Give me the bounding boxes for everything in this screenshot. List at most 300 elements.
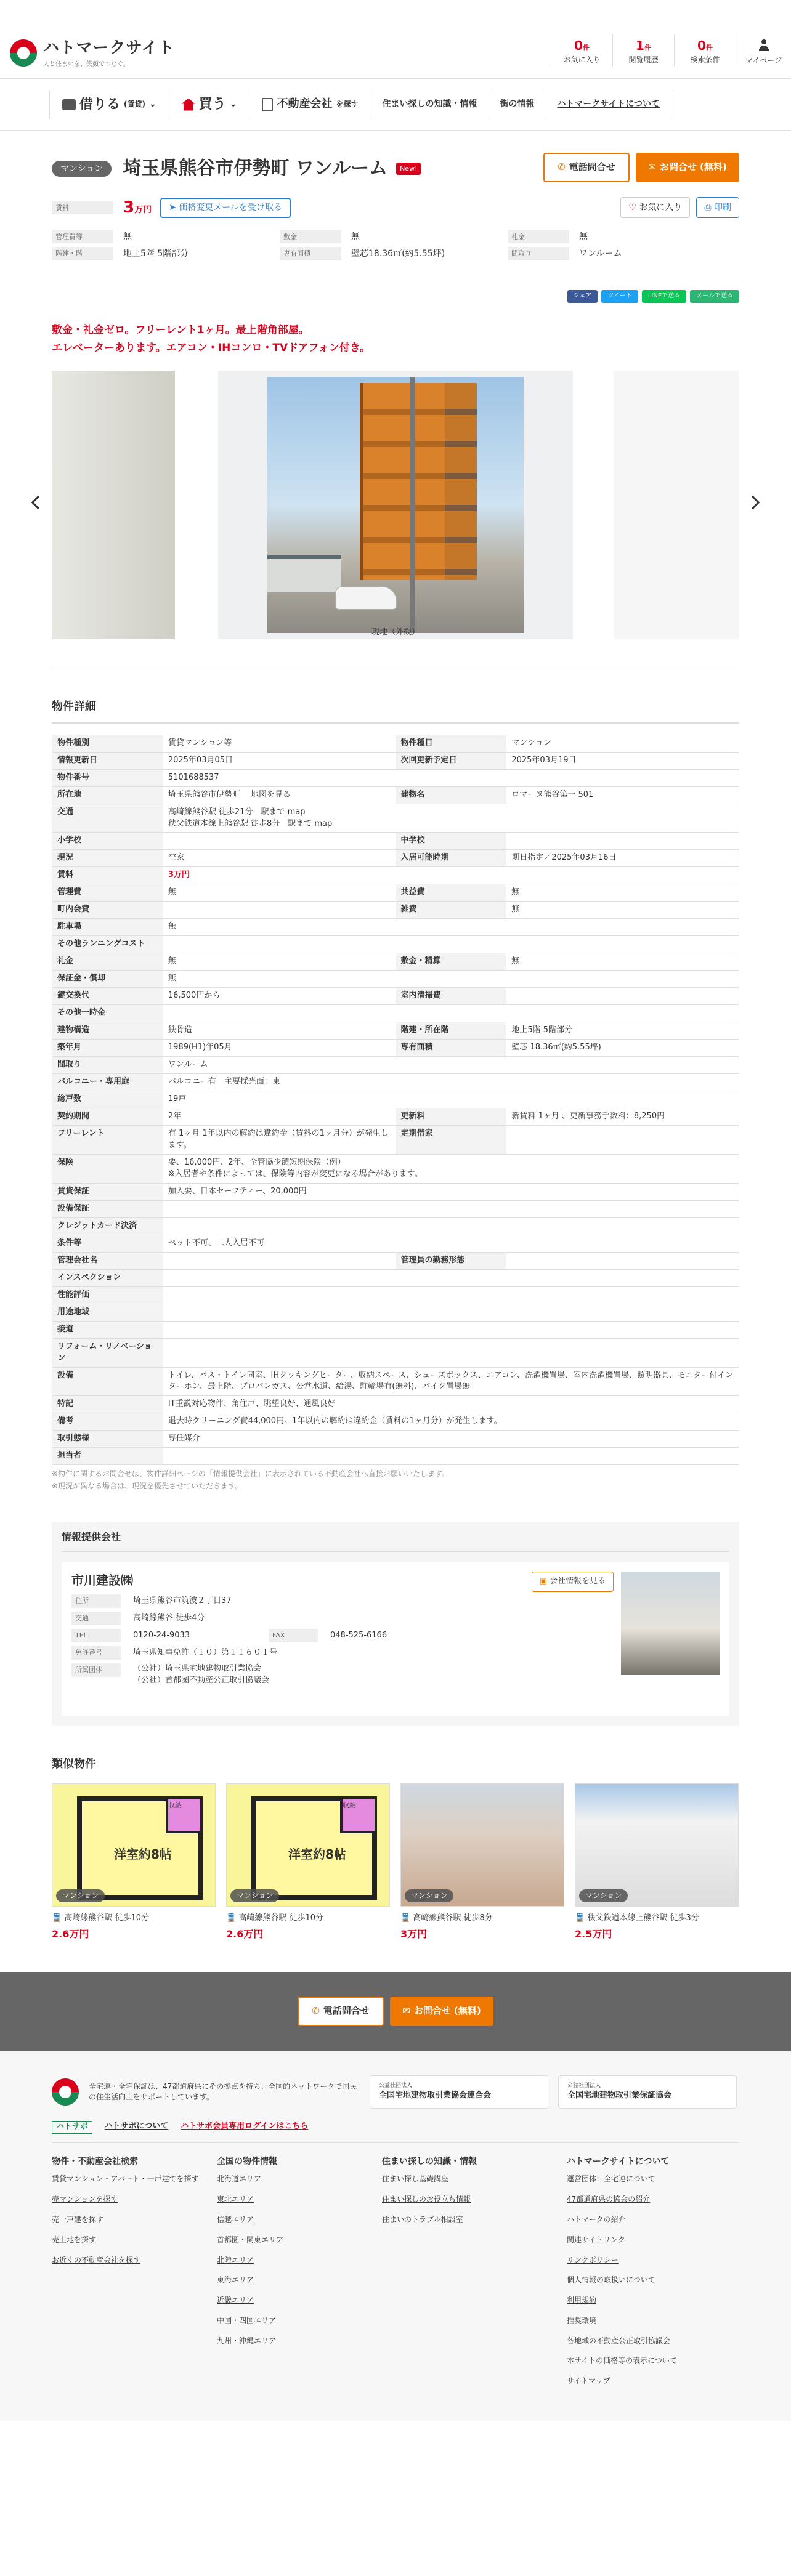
detail-value <box>163 1217 739 1235</box>
building-photo <box>400 1783 564 1907</box>
mail-inquiry-button[interactable] <box>636 153 739 182</box>
detail-row <box>52 867 739 884</box>
detail-label: リフォーム・リノベーション <box>52 1338 163 1367</box>
house-icon <box>182 99 195 111</box>
footer-link[interactable]: 住まいのトラブル相談室 <box>382 2215 463 2224</box>
detail-label: 物件種別 <box>52 735 163 752</box>
detail-label: 町内会費 <box>52 902 163 919</box>
assoc-sub: 公益社団法人 <box>567 2083 601 2089</box>
similar-station: 高崎線熊谷駅 徒歩10分 <box>64 1913 150 1923</box>
paper-plane-icon: ➤ <box>169 203 179 213</box>
mail-inquiry-button[interactable] <box>390 1997 493 2026</box>
rent-amount: 3 <box>123 198 135 217</box>
detail-row <box>52 1304 739 1321</box>
detail-label: 物件種目 <box>396 735 506 752</box>
facebook-share-button[interactable]: シェア <box>567 290 598 303</box>
rent-value <box>123 196 152 220</box>
price-change-mail-button[interactable] <box>160 198 291 217</box>
detail-label: 物件番号 <box>52 769 163 786</box>
detail-row <box>52 902 739 919</box>
hatosapo-login-link[interactable]: ハトサポ会員専用ログインはこちら <box>181 2122 309 2131</box>
history-label: 閲覧履歴 <box>628 55 659 64</box>
favorites-label: お気に入り <box>563 55 601 64</box>
footer-link[interactable]: 売土地を探す <box>52 2235 97 2244</box>
detail-row <box>52 1252 739 1269</box>
share-buttons <box>52 290 739 303</box>
detail-label: 階建・所在階 <box>396 1022 506 1040</box>
detail-value: 無 <box>163 953 396 971</box>
footer-link[interactable]: 北陸エリア <box>217 2255 254 2264</box>
detail-label: その他ランニングコスト <box>52 936 163 953</box>
footer-link[interactable]: 売マンションを探す <box>52 2195 118 2204</box>
floor-plan-label: 洋室約8帖 <box>288 1847 346 1862</box>
company-info-label: 会社情報を見る <box>549 1577 606 1586</box>
detail-label: 管理員の勤務形態 <box>396 1252 506 1269</box>
detail-value <box>506 988 739 1005</box>
detail-row <box>52 1235 739 1252</box>
summary-value: 壁芯18.36㎡(約5.55坪) <box>351 249 445 259</box>
history-link[interactable] <box>612 34 674 66</box>
assoc-name: 全国宅地建物取引業協会連合会 <box>379 2091 492 2101</box>
similar-station: 秩父鉄道本線上熊谷駅 徒歩3分 <box>587 1913 699 1923</box>
detail-value <box>163 1448 739 1465</box>
detail-label: 築年月 <box>52 1040 163 1057</box>
detail-value <box>163 902 396 919</box>
footer-link[interactable]: 九州・沖縄エリア <box>217 2336 277 2345</box>
provider-field-label: 住所 <box>71 1594 121 1608</box>
property-type-badge: マンション <box>52 161 112 177</box>
history-count: 1 <box>636 38 644 53</box>
summary-item <box>280 247 508 260</box>
print-label: 印刷 <box>714 202 731 212</box>
similar-heading: 類似物件 <box>52 1758 96 1771</box>
detail-value: 加入要、日本セーフティー、20,000円 <box>163 1183 739 1200</box>
detail-label: 所在地 <box>52 786 163 804</box>
rent-label: 賃料 <box>52 201 113 215</box>
train-icon: 🚆 <box>226 1913 239 1923</box>
detail-row <box>52 752 739 769</box>
detail-value: 19戸 <box>163 1091 739 1108</box>
summary-value: 地上5階 5階部分 <box>123 249 189 259</box>
property-details-table <box>52 735 739 1465</box>
detail-row <box>52 1321 739 1338</box>
detail-label: クレジットカード決済 <box>52 1217 163 1235</box>
footer-link[interactable]: 推奨環境 <box>567 2316 597 2325</box>
footer-link[interactable]: 近畿エリア <box>217 2296 254 2305</box>
previous-photo-thumbnail[interactable] <box>52 371 175 639</box>
detail-label: 礼金 <box>52 953 163 971</box>
detail-row <box>52 1108 739 1126</box>
similar-station: 高崎線熊谷駅 徒歩10分 <box>238 1913 324 1923</box>
detail-row <box>52 1091 739 1108</box>
zentaku-hosho-link[interactable] <box>558 2075 737 2109</box>
new-badge: New! <box>396 163 421 175</box>
similar-properties <box>52 1783 739 1941</box>
footer-link[interactable]: 東海エリア <box>217 2275 254 2285</box>
detail-value: 新賃料 1ヶ月 、更新事務手数料：8,250円 <box>506 1108 739 1126</box>
detail-value <box>163 1321 739 1338</box>
provider-section <box>52 1522 739 1726</box>
building-exterior-photo <box>267 377 524 633</box>
detail-row <box>52 1431 739 1448</box>
building-photo <box>575 1783 739 1907</box>
footer-link[interactable]: ハトマークの紹介 <box>567 2215 626 2224</box>
detail-label: 取引態様 <box>52 1431 163 1448</box>
printer-icon: ⎙ <box>704 202 714 212</box>
detail-row <box>52 850 739 867</box>
detail-value <box>163 1338 739 1367</box>
detail-row <box>52 1286 739 1304</box>
detail-value: 壁芯 18.36㎡(約5.55坪) <box>506 1040 739 1057</box>
property-summary <box>52 230 739 261</box>
footer-link[interactable]: サイトマップ <box>567 2376 610 2386</box>
bottom-cta-bar <box>0 1972 791 2051</box>
footer-column-title: 住まい探しの知識・情報 <box>382 2157 477 2167</box>
slider-next-arrow-icon[interactable] <box>746 495 760 509</box>
similar-property-card[interactable] <box>575 1783 739 1941</box>
detail-value: 1989(H1)年05月 <box>163 1040 396 1057</box>
mail-icon: ✉ <box>648 161 656 173</box>
phone-inquiry-label: 電話問合せ <box>569 161 615 173</box>
similar-property-card[interactable] <box>400 1783 564 1941</box>
footer-link[interactable]: 住まい探しのお役立ち情報 <box>382 2195 471 2204</box>
rent-menu[interactable] <box>49 91 169 119</box>
detail-label: 室内清掃費 <box>396 988 506 1005</box>
detail-label: 特記 <box>52 1396 163 1413</box>
property-title-row <box>52 155 739 182</box>
count-unit: 件 <box>705 44 713 52</box>
favorite-label: お気に入り <box>639 202 683 212</box>
detail-value: 2年 <box>163 1108 396 1126</box>
similar-property-card[interactable] <box>52 1783 216 1941</box>
detail-row <box>52 735 739 752</box>
similar-price: 2.5万円 <box>575 1928 612 1940</box>
detail-label: 接道 <box>52 1321 163 1338</box>
detail-row <box>52 1217 739 1235</box>
phone-inquiry-button[interactable] <box>298 1997 384 2026</box>
photo-slider[interactable] <box>52 371 739 639</box>
property-type-badge: マンション <box>579 1889 628 1902</box>
company-sub: を探す <box>336 99 359 108</box>
detail-row <box>52 1074 739 1091</box>
summary-label: 礼金 <box>508 230 569 244</box>
detail-value <box>506 1126 739 1155</box>
count-unit: 件 <box>644 44 651 52</box>
detail-value: 要、16,000円、2年、全管協少額短期保険（例） ※入居者や条件によっては、保険等内容が変更になる場合があります。 <box>163 1155 739 1184</box>
buy-label: 買う <box>198 96 226 112</box>
detail-row <box>52 1057 739 1074</box>
detail-label: 次回更新予定日 <box>396 752 506 769</box>
detail-label: 備考 <box>52 1413 163 1431</box>
header-nav <box>551 34 791 66</box>
rent-unit: 万円 <box>134 204 152 215</box>
similar-price: 3万円 <box>400 1928 428 1940</box>
next-photo-thumbnail[interactable] <box>614 371 739 639</box>
property-type-badge: マンション <box>405 1889 453 1902</box>
detail-label: 交通 <box>52 804 163 833</box>
detail-value: 退去時クリーニング費44,000円。1年以内の解約は違約金（賃料の1ヶ月分）が発生します。 <box>163 1413 739 1431</box>
mail-inquiry-label: お問合せ (無料) <box>413 2005 481 2017</box>
chevron-down-icon: ⌄ <box>149 99 156 110</box>
about-site-link[interactable]: ハトマークサイトについて <box>546 91 671 119</box>
detail-label: 入居可能時期 <box>396 850 506 867</box>
detail-value: 期日指定／2025年03月16日 <box>506 850 739 867</box>
detail-row <box>52 1040 739 1057</box>
main-photo <box>218 371 573 639</box>
footer-link[interactable]: 北海道エリア <box>217 2174 262 2184</box>
company-info-button[interactable] <box>532 1572 614 1592</box>
detail-value: 無 <box>506 902 739 919</box>
details-heading: 物件詳細 <box>52 699 739 724</box>
about-hatosapo-link[interactable]: ハトサポについて <box>104 2122 169 2131</box>
rent-label: 借りる <box>79 96 121 112</box>
provider-tel[interactable]: 0120-24-9033 <box>133 1630 190 1640</box>
catchcopy-line: エレベーターあります。エアコン・IHコンロ・TVドアフォン付き。 <box>52 341 371 354</box>
footer-link[interactable]: 賃貸マンション・アパート・一戸建てを探す <box>52 2174 199 2184</box>
mail-inquiry-label: お問合せ (無料) <box>659 161 727 173</box>
detail-value <box>163 833 396 850</box>
detail-value: 有 1ヶ月 1年以内の解約は違約金（賃料の1ヶ月分）が発生します。 <box>163 1126 396 1155</box>
detail-row <box>52 1126 739 1155</box>
footer-link[interactable]: 利用規約 <box>567 2296 597 2305</box>
detail-value: バルコニー有 主要採光面：東 <box>163 1074 739 1091</box>
favorites-link[interactable] <box>551 34 612 66</box>
summary-value: 無 <box>123 232 132 242</box>
catchcopy-line: 敷金・礼金ゼロ。フリーレント1ヶ月。最上階角部屋。 <box>52 323 309 336</box>
footer-link[interactable]: 首都圏・関東エリア <box>217 2235 284 2244</box>
print-button[interactable] <box>696 197 739 218</box>
buy-menu[interactable] <box>169 91 250 119</box>
provider-field-label: FAX <box>269 1629 318 1642</box>
detail-label: 駐車場 <box>52 919 163 936</box>
provider-associations: （公社）埼玉県宅地建物取引業協会 （公社）首都圏不動産公正取引協議会 <box>133 1663 270 1685</box>
heart-icon: ♡ <box>628 202 639 212</box>
detail-value <box>163 1200 739 1217</box>
detail-row <box>52 1269 739 1286</box>
phone-inquiry-button[interactable] <box>543 153 630 182</box>
detail-value: 2025年03月05日 <box>163 752 396 769</box>
detail-value <box>163 936 739 953</box>
train-icon: 🚆 <box>400 1913 413 1923</box>
detail-value: マンション <box>506 735 739 752</box>
footer-column <box>567 2155 739 2396</box>
footer-link[interactable]: 関連サイトリンク <box>567 2235 625 2244</box>
detail-value <box>163 1304 739 1321</box>
details-note: ※物件に関するお問合せは、物件詳細ページの「情報提供会社」に表示されている不動産会社へ直接お願いいたします。 <box>52 1469 449 1479</box>
summary-label: 管理費等 <box>52 230 113 244</box>
detail-label: 建物名 <box>396 786 506 804</box>
footer-link[interactable]: 47都道府県の協会の紹介 <box>567 2195 651 2204</box>
detail-row <box>52 1338 739 1367</box>
property-type-badge: マンション <box>230 1889 279 1902</box>
photo-caption: 現地（外観） <box>371 627 420 637</box>
summary-item <box>280 230 508 244</box>
floor-plan-image <box>226 1783 390 1907</box>
site-header <box>0 0 791 79</box>
summary-item <box>52 230 280 244</box>
mail-icon: ✉ <box>402 2005 410 2017</box>
detail-label: フリーレント <box>52 1126 163 1155</box>
twitter-share-button[interactable]: ツイート <box>601 290 638 303</box>
detail-label: 敷金・精算 <box>396 953 506 971</box>
summary-item <box>508 247 739 260</box>
detail-row <box>52 971 739 988</box>
detail-label: 担当者 <box>52 1448 163 1465</box>
detail-value <box>506 833 739 850</box>
town-info-link[interactable]: 街の情報 <box>489 91 546 119</box>
detail-label: 中学校 <box>396 833 506 850</box>
detail-value: 無 <box>163 919 739 936</box>
footer-link[interactable]: 売一戸建を探す <box>52 2215 104 2224</box>
detail-value: 5101688537 <box>163 769 739 786</box>
detail-label: 保険 <box>52 1155 163 1184</box>
detail-row <box>52 786 739 804</box>
rent-sub: (賃貸) <box>124 99 145 108</box>
footer-link[interactable]: 住まい探し基礎講座 <box>382 2174 449 2184</box>
count-unit: 件 <box>582 44 590 52</box>
property-catchcopy <box>52 321 739 357</box>
detail-row <box>52 1022 739 1040</box>
detail-value: ワンルーム <box>163 1057 739 1074</box>
summary-item <box>52 247 280 260</box>
detail-row <box>52 1413 739 1431</box>
detail-label: インスペクション <box>52 1269 163 1286</box>
footer-column-title: 物件・不動産会社検索 <box>52 2157 138 2167</box>
detail-label: 建物構造 <box>52 1022 163 1040</box>
building-icon <box>262 98 273 111</box>
detail-row <box>52 1448 739 1465</box>
detail-row <box>52 988 739 1005</box>
footer-link[interactable]: リンクポリシー <box>567 2255 619 2264</box>
detail-label: 共益費 <box>396 884 506 902</box>
assoc-sub: 公益社団法人 <box>379 2083 413 2089</box>
detail-row <box>52 1183 739 1200</box>
detail-value: 無 <box>506 953 739 971</box>
detail-value <box>163 1005 739 1022</box>
train-icon: 🚆 <box>52 1913 65 1923</box>
detail-row <box>52 804 739 833</box>
hatomark-logo-icon <box>10 39 37 67</box>
zentakuren-link[interactable] <box>370 2075 548 2109</box>
slider-prev-arrow-icon[interactable] <box>31 495 46 509</box>
site-logo[interactable] <box>10 37 175 69</box>
detail-value: ロマーヌ熊谷第一 501 <box>506 786 739 804</box>
provider-field-label: 免許番号 <box>71 1646 121 1660</box>
footer-link[interactable]: 本サイトの価格等の表示について <box>567 2356 677 2365</box>
global-nav <box>0 79 791 131</box>
provider-field-label: TEL <box>71 1629 121 1642</box>
similar-property-card[interactable] <box>226 1783 390 1941</box>
site-footer <box>0 2051 791 2421</box>
similar-price: 2.6万円 <box>226 1928 264 1940</box>
footer-link[interactable]: 運営団体：全宅連について <box>567 2174 655 2184</box>
detail-value: 埼玉県熊谷市伊勢町 地図を見る <box>163 786 396 804</box>
detail-label: 設備保証 <box>52 1200 163 1217</box>
company-search-link[interactable] <box>249 91 371 119</box>
price-change-mail-label: 価格変更メールを受け取る <box>179 203 283 213</box>
train-icon: 🚆 <box>575 1913 588 1923</box>
footer-link[interactable]: 個人情報の取扱いについて <box>567 2275 655 2285</box>
hatosapo-logo: ハトサポ <box>52 2121 92 2134</box>
rent-row <box>52 197 739 219</box>
detail-value <box>506 1252 739 1269</box>
saved-search-label: 検索条件 <box>690 55 720 64</box>
footer-column-title: 全国の物件情報 <box>217 2157 277 2167</box>
detail-value: 2025年03月19日 <box>506 752 739 769</box>
hatomark-logo-icon <box>52 2078 79 2106</box>
footer-link-columns <box>52 2155 739 2396</box>
detail-label: その他一時金 <box>52 1005 163 1022</box>
assoc-name: 全国宅地建物取引業保証協会 <box>567 2091 672 2101</box>
phone-icon: ✆ <box>312 2005 320 2017</box>
floor-plan-label: 洋室約8帖 <box>114 1847 172 1862</box>
knowledge-link[interactable]: 住まい探しの知識・情報 <box>371 91 489 119</box>
detail-label: 保証金・償却 <box>52 971 163 988</box>
details-note: ※現況が異なる場合は、現況を優先させていただきます。 <box>52 1481 243 1490</box>
detail-label: 管理費 <box>52 884 163 902</box>
footer-link[interactable]: 東北エリア <box>217 2195 254 2204</box>
detail-value: 無 <box>506 884 739 902</box>
phone-inquiry-label: 電話問合せ <box>323 2005 370 2017</box>
floor-plan-label: 収納 <box>343 1801 356 1810</box>
detail-label: 専有面積 <box>396 1040 506 1057</box>
mypage-link[interactable] <box>736 34 791 66</box>
detail-row <box>52 953 739 971</box>
detail-row <box>52 1155 739 1184</box>
detail-row <box>52 884 739 902</box>
footer-link[interactable]: 各地域の不動産公正取引協議会 <box>567 2336 671 2345</box>
summary-label: 敷金 <box>280 230 341 244</box>
company-label: 不動産会社 <box>277 97 333 111</box>
detail-value: トイレ、バス・トイレ同室、IHクッキングヒーター、収納スペース、シューズボックス、エアコン、洗濯機置場、室内洗濯機置場、照明器具、モニター付インターホン、最上階、プロパンガス、公営水道、給湯、駐輪場有(無料)、バイク置場無 <box>163 1367 739 1396</box>
detail-row <box>52 769 739 786</box>
provider-fax: 048-525-6166 <box>330 1630 387 1640</box>
similar-station: 高崎線熊谷駅 徒歩8分 <box>413 1913 493 1923</box>
detail-value: 鉄骨造 <box>163 1022 396 1040</box>
footer-link[interactable]: お近くの不動産会社を探す <box>52 2255 141 2264</box>
detail-row <box>52 1200 739 1217</box>
provider-address: 埼玉県熊谷市筑波２丁目37 <box>133 1596 232 1605</box>
phone-icon: ✆ <box>558 161 566 173</box>
detail-row <box>52 1396 739 1413</box>
mypage-label: マイページ <box>745 56 782 65</box>
detail-row <box>52 1005 739 1022</box>
saved-search-link[interactable] <box>674 34 736 66</box>
detail-value: 専任媒介 <box>163 1431 739 1448</box>
detail-value <box>163 1269 739 1286</box>
detail-value: 3万円 <box>163 867 739 884</box>
person-icon <box>758 39 769 52</box>
line-share-button[interactable]: LINEで送る <box>642 290 686 303</box>
mail-share-button[interactable]: メールで送る <box>690 290 739 303</box>
detail-label: バルコニー・専用庭 <box>52 1074 163 1091</box>
footer-column-title: ハトマークサイトについて <box>567 2157 670 2167</box>
detail-label: 現況 <box>52 850 163 867</box>
detail-label: 間取り <box>52 1057 163 1074</box>
detail-label: 小学校 <box>52 833 163 850</box>
summary-item <box>508 230 739 244</box>
rent-icon <box>62 99 76 110</box>
detail-value: 高崎線熊谷駅 徒歩21分 駅まで map 秩父鉄道本線上熊谷駅 徒歩8分 駅まで map <box>163 804 739 833</box>
footer-link[interactable]: 信越エリア <box>217 2215 254 2224</box>
detail-label: 用途地域 <box>52 1304 163 1321</box>
footer-link[interactable]: 中国・四国エリア <box>217 2316 277 2325</box>
provider-name: 市川建設㈱ <box>71 1573 133 1588</box>
detail-label: 賃貸保証 <box>52 1183 163 1200</box>
detail-row <box>52 833 739 850</box>
detail-label: 設備 <box>52 1367 163 1396</box>
favorite-button[interactable] <box>620 197 690 218</box>
